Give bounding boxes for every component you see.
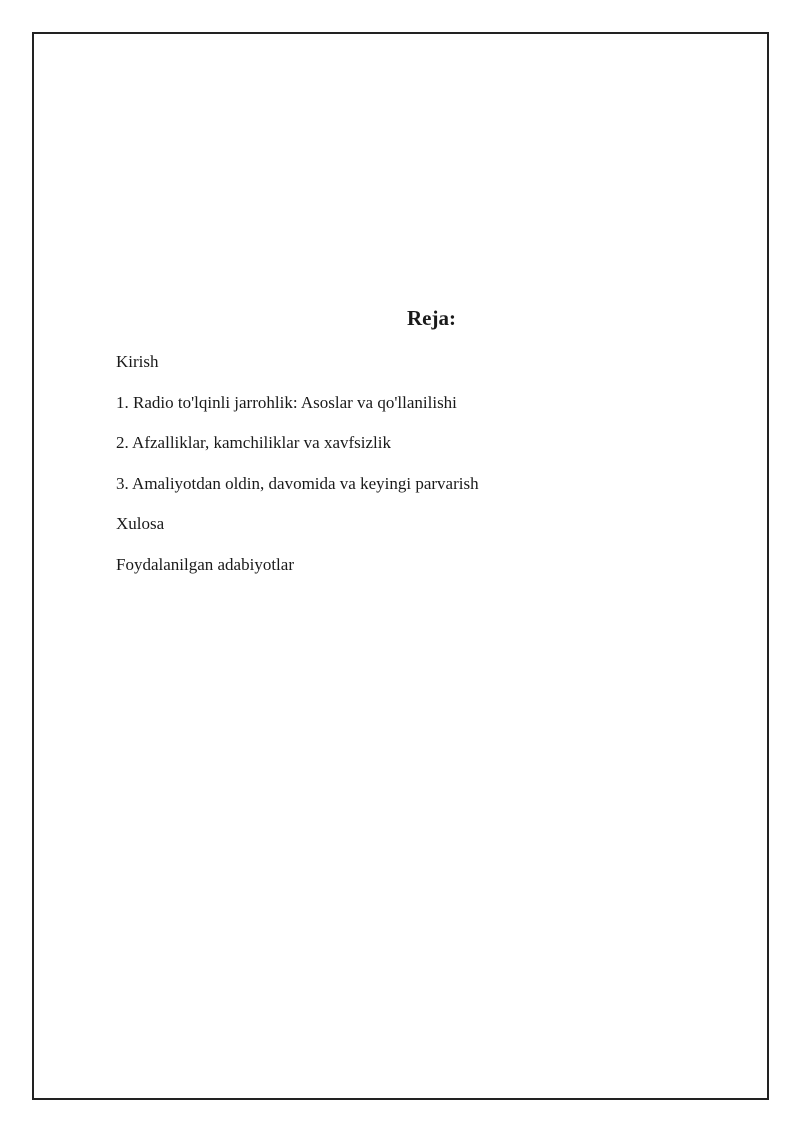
- toc-item-references: Foydalanilgan adabiyotlar: [116, 554, 294, 574]
- toc-item-section-3: 3. Amaliyotdan oldin, davomida va keyingi parvarish: [116, 473, 479, 493]
- toc-item-section-1: 1. Radio to'lqinli jarrohlik: Asoslar va qo'llanilishi: [116, 392, 457, 412]
- toc-item-conclusion: Xulosa: [116, 514, 165, 533]
- page-border: [32, 32, 769, 1100]
- table-of-contents: [116, 352, 479, 595]
- toc-item-section-2: 2. Afzalliklar, kamchiliklar va xavfsizlik: [116, 433, 392, 452]
- toc-item-introduction: Kirish: [116, 352, 159, 371]
- page-title: Reja:: [407, 306, 456, 330]
